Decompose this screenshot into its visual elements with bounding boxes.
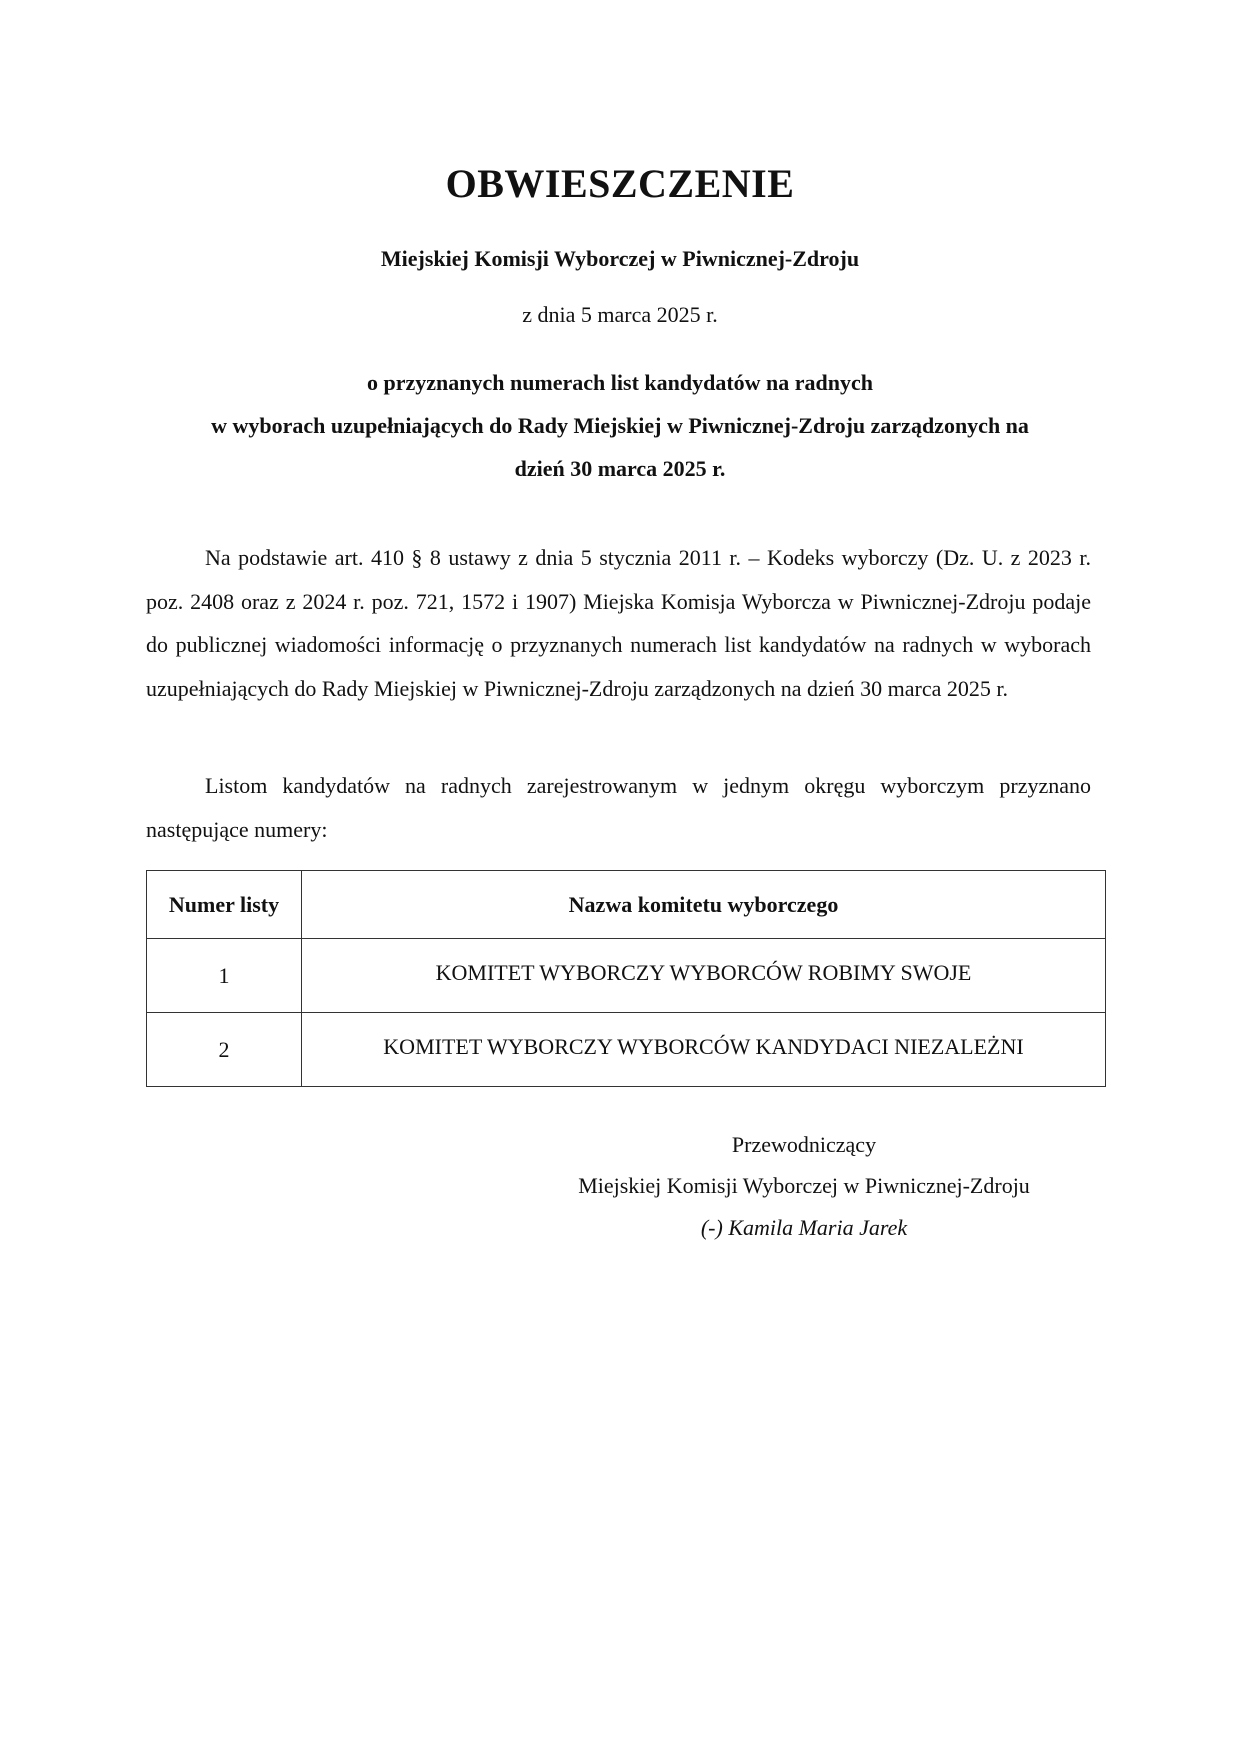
table-row — [147, 1013, 1106, 1087]
document-date: z dnia 5 marca 2025 r. — [522, 302, 718, 327]
list-number: 2 — [147, 1013, 302, 1087]
document-title: OBWIESZCZENIE — [445, 161, 795, 206]
subject-line-1: o przyznanych numerach list kandydatów na radnych — [366, 370, 874, 395]
table-header-row — [147, 871, 1106, 939]
list-number: 1 — [147, 939, 302, 1013]
intro-paragraph: Listom kandydatów na radnych zarejestrowanym w jednym okręgu wyborczym przyznano następujące numery: — [146, 773, 1091, 842]
committee-name: KOMITET WYBORCZY WYBORCÓW ROBIMY SWOJE — [302, 939, 1106, 1013]
list-numbers-table — [146, 870, 1106, 1087]
table-row — [147, 939, 1106, 1013]
header-list-number: Numer listy — [147, 871, 302, 939]
signature-body: Miejskiej Komisji Wyborczej w Piwnicznej-Zdroju — [578, 1173, 1030, 1198]
committee-name: KOMITET WYBORCZY WYBORCÓW KANDYDACI NIEZALEŻNI — [302, 1013, 1106, 1087]
signature-role: Przewodniczący — [731, 1132, 877, 1157]
issuer: Miejskiej Komisji Wyborczej w Piwnicznej-Zdroju — [380, 246, 860, 271]
subject-line-3: dzień 30 marca 2025 r. — [514, 456, 726, 481]
header-committee-name: Nazwa komitetu wyborczego — [302, 871, 1106, 939]
subject-line-2: w wyborach uzupełniających do Rady Miejskiej w Piwnicznej-Zdroju zarządzonych na — [211, 413, 1029, 438]
signature-name: (-) Kamila Maria Jarek — [700, 1215, 908, 1240]
legal-basis-paragraph: Na podstawie art. 410 § 8 ustawy z dnia 5 stycznia 2011 r. – Kodeks wyborczy (Dz. U. z 2023 r. poz. 2408 oraz z 2024 r. poz. 721, 1572 i 1907) Miejska Komisja Wyborcza w Piwnicznej-Zdroju podaje do publicznej wiadomości informację o przyznanych numerach list kandydatów na radnych w wyborach uzupełniających do Rady Miejskiej w Piwnicznej-Zdroju zarządzonych na dzień 30 marca 2025 r. — [146, 545, 1091, 701]
